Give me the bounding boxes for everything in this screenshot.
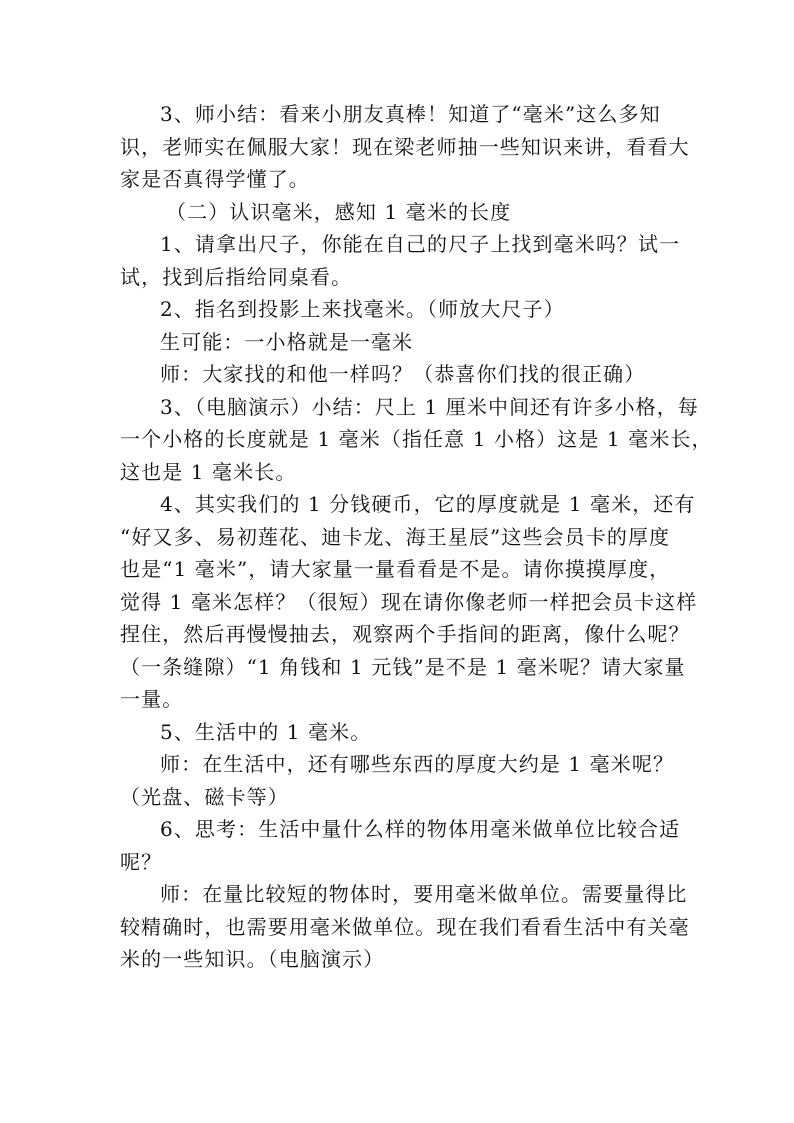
text-line: 识，老师实在佩服大家！现在梁老师抽一些知识来讲，看看大 bbox=[120, 134, 690, 159]
text-line: 6、思考：生活中量什么样的物体用毫米做单位比较合适 bbox=[160, 817, 681, 841]
paragraph-step-3 bbox=[120, 391, 713, 489]
text-line: 家是否真得学懂了。 bbox=[120, 167, 310, 191]
text-line: 这也是 1 毫米长。 bbox=[120, 459, 297, 484]
text-line: “好又多、易初莲花、迪卡龙、海王星辰”这些会员卡的厚度 bbox=[120, 524, 671, 549]
text-line: 试，找到后指给同桌看。 bbox=[120, 264, 353, 289]
section-heading bbox=[120, 196, 680, 229]
text-line: 师：在量比较短的物体时，要用毫米做单位。需要量得比 bbox=[160, 882, 688, 906]
paragraph-step-6 bbox=[120, 813, 680, 878]
text-line: 师：在生活中，还有哪些东西的厚度大约是 1 毫米呢？ bbox=[160, 752, 675, 776]
paragraph-step-4 bbox=[120, 488, 698, 716]
text-line: 3、（电脑演示）小结：尺上 1 厘米中间还有许多小格，每 bbox=[160, 394, 699, 419]
text-line: （一条缝隙）“1 角钱和 1 元钱”是不是 1 毫米呢？请大家量 bbox=[120, 654, 686, 679]
text-line: 呢？ bbox=[120, 849, 163, 874]
text-line: 觉得 1 毫米怎样？（很短）现在请你像老师一样把会员卡这样 bbox=[120, 589, 698, 614]
text-line: （二）认识毫米，感知 1 毫米的长度 bbox=[166, 199, 512, 224]
document-body bbox=[120, 98, 713, 976]
paragraph-step-5 bbox=[120, 716, 680, 749]
text-line: 米的一些知识。（电脑演示） bbox=[120, 947, 385, 971]
paragraph-teacher-conclusion bbox=[120, 878, 690, 976]
text-line: 捏住，然后再慢慢抽去，观察两个手指间的距离，像什么呢？ bbox=[120, 622, 690, 646]
text-line: 1、请拿出尺子，你能在自己的尺子上找到毫米吗？试一 bbox=[160, 232, 681, 256]
text-line: 5、生活中的 1 毫米。 bbox=[160, 719, 372, 744]
text-line: 一个小格的长度就是 1 毫米（指任意 1 小格）这是 1 毫米长， bbox=[120, 427, 713, 451]
text-line: 4、其实我们的 1 分钱硬币，它的厚度就是 1 毫米，还有 bbox=[160, 492, 696, 516]
paragraph-step-2 bbox=[120, 293, 680, 326]
text-line: （光盘、磁卡等） bbox=[120, 784, 289, 809]
paragraph-teacher-question bbox=[120, 358, 680, 391]
paragraph-teacher-life bbox=[120, 748, 680, 813]
text-line: 生可能：一小格就是一毫米 bbox=[160, 329, 414, 354]
text-line: 较精确时，也需要用毫米做单位。现在我们看看生活中有关毫 bbox=[120, 914, 690, 939]
text-line: 也是“1 毫米”，请大家量一量看看是不是。请你摸摸厚度， bbox=[120, 557, 671, 581]
text-line: 2、指名到投影上来找毫米。（师放大尺子） bbox=[160, 297, 565, 321]
text-line: 师：大家找的和他一样吗？（恭喜你们找的很正确） bbox=[160, 362, 646, 386]
paragraph-step-1 bbox=[120, 228, 680, 293]
paragraph-student-answer bbox=[120, 326, 680, 359]
paragraph-summary bbox=[120, 98, 690, 196]
text-line: 一量。 bbox=[120, 687, 184, 711]
text-line: 3、师小结：看来小朋友真棒！知道了“毫米”这么多知 bbox=[160, 102, 661, 126]
